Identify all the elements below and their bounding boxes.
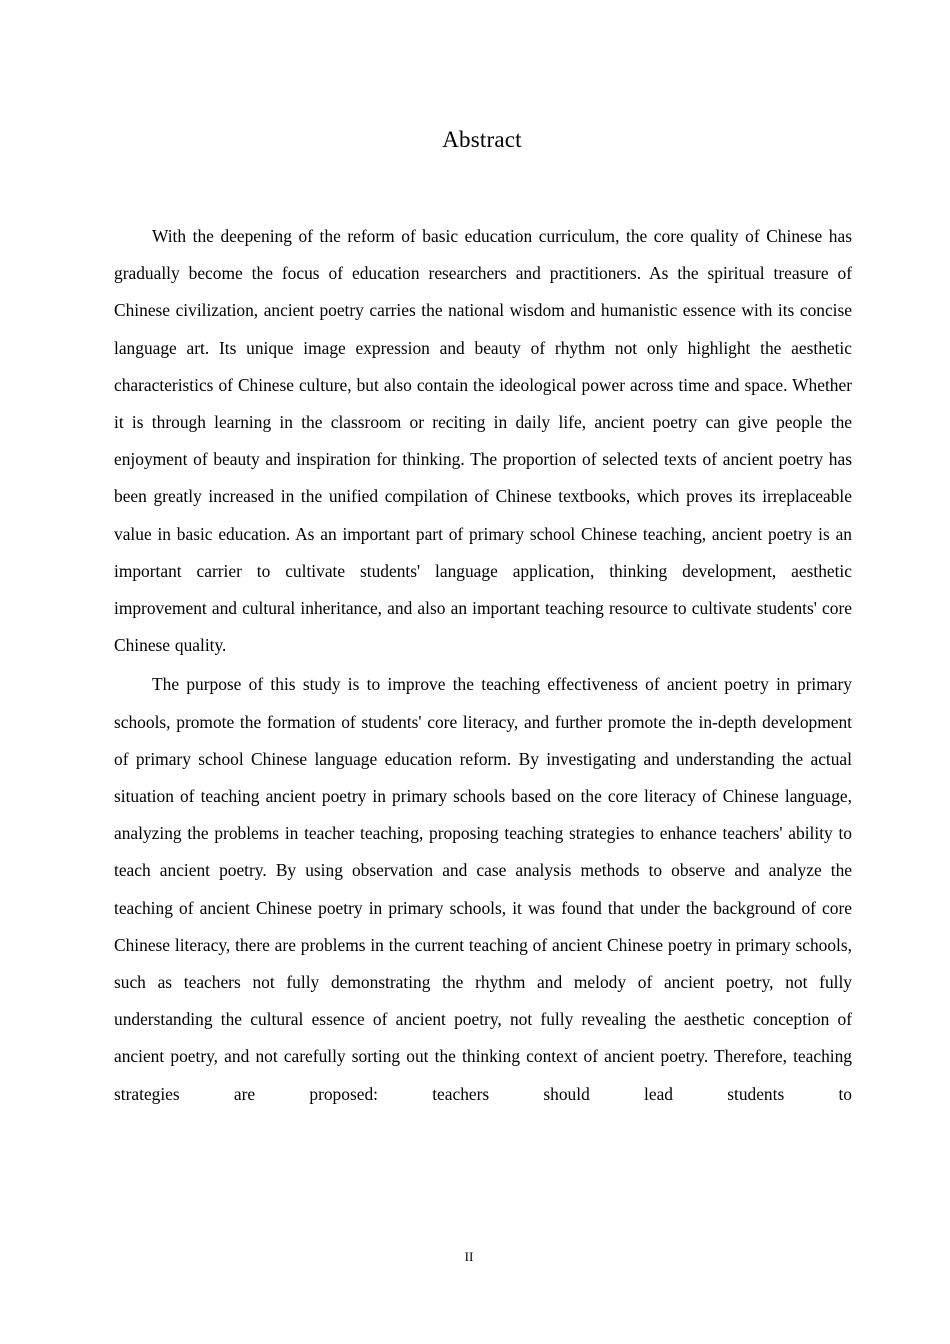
page-number: II xyxy=(464,1249,474,1264)
abstract-paragraph-2: The purpose of this study is to improve the teaching effectiveness of ancient poetry in primary schools, promote the formation of students' core literacy, and further promote the in-depth development of primary school Chinese language education reform. By investigating and understanding the actual situation of teaching ancient poetry in primary schools based on the core literacy of Chinese language, analyzing the problems in teacher teaching, proposing teaching strategies to enhance teachers' ability to teach ancient poetry. By using observation and case analysis methods to observe and analyze the teaching of ancient Chinese poetry in primary schools, it was found that under the background of core Chinese literacy, there are problems in the current teaching of ancient Chinese poetry in primary schools, such as teachers not fully demonstrating the rhythm and melody of ancient poetry, not fully understanding the cultural essence of ancient poetry, not fully revealing the aesthetic conception of ancient poetry, and not carefully sorting out the thinking context of ancient poetry. Therefore, teaching strategies are proposed: teachers should lead students to xyxy=(114,674,852,1104)
page-title: Abstract xyxy=(442,127,522,152)
abstract-paragraph-1: With the deepening of the reform of basic education curriculum, the core quality of Chinese has gradually become the focus of education researchers and practitioners. As the spiritual treasure of Chinese civilization, ancient poetry carries the national wisdom and humanistic essence with its concise language art. Its unique image expression and beauty of rhythm not only highlight the aesthetic characteristics of Chinese culture, but also contain the ideological power across time and space. Whether it is through learning in the classroom or reciting in daily life, ancient poetry can give people the enjoyment of beauty and inspiration for thinking. The proportion of selected texts of ancient poetry has been greatly increased in the unified compilation of Chinese textbooks, which proves its irreplaceable value in basic education. As an important part of primary school Chinese teaching, ancient poetry is an important carrier to cultivate students' language application, thinking development, aesthetic improvement and cultural inheritance, and also an important teaching resource to cultivate students' core Chinese quality. xyxy=(114,226,852,656)
abstract-body xyxy=(114,218,852,1113)
